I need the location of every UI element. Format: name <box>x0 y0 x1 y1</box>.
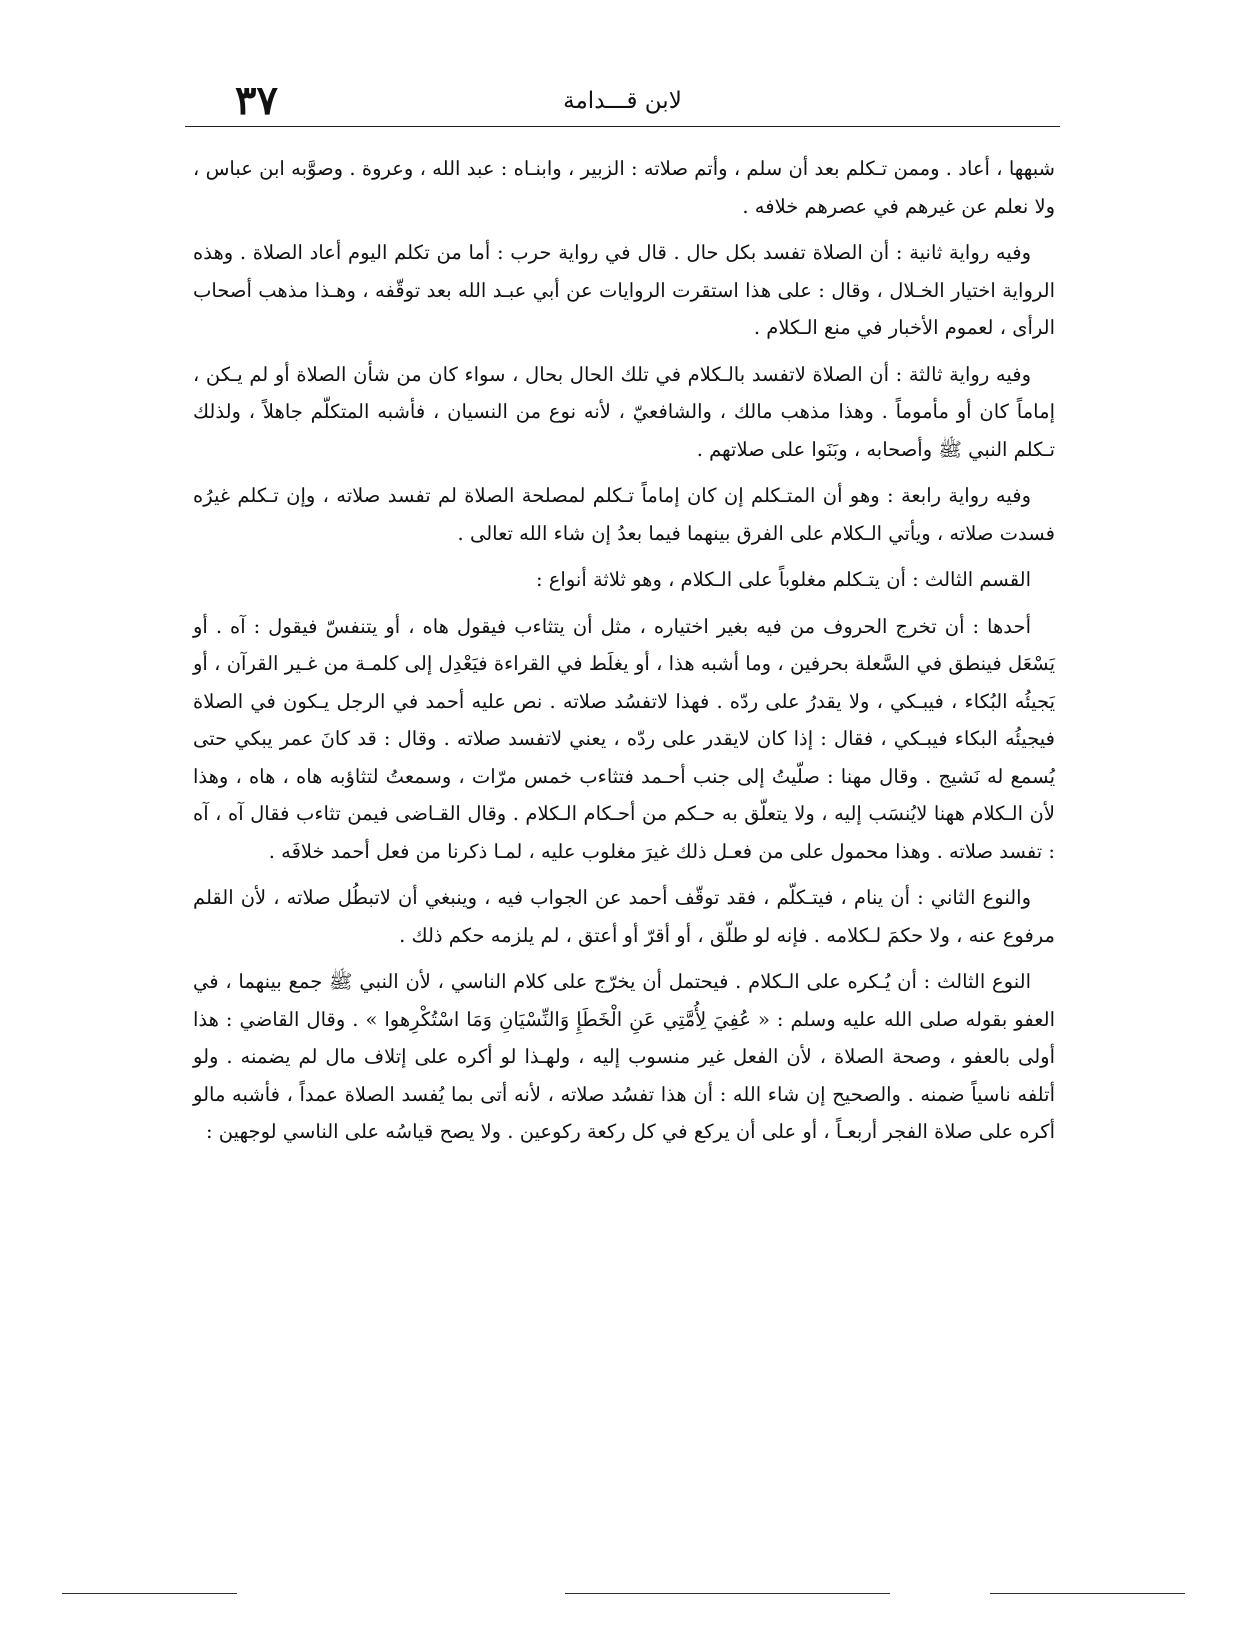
header-rule <box>185 126 1060 127</box>
paragraph: أحدها : أن تخرج الحروف من فيه بغير اختياره ، مثل أن يتثاءب فيقول هاه ، أو يتنفسّ فيقول : آه . أو يَسْعَل فينطق في السَّعلة بحرفين ، وما أشبه هذا ، أو يغلَط في القراءة فيَعْدِل إلى كلمـة من غـير القرآن ، أو يَجيئُه البُكاء ، فيبـكي ، ولا يقدرُ على ردّه . فهذا لاتفسُد صلاته . نص عليه أحمد في الرجل يـكون في الصلاة فيجيئُه البكاء فيبـكي ، فقال : إذا كان لايقدر على ردّه ، يعني لاتفسد صلاته . وقال : قد كانَ عمر يبكي حتى يُسمع له نَشيج . وقال مهنا : صلّيتُ إلى جنب أحـمد فتثاءب خمس مرّات ، وسمعتُ لتثاؤبه هاه ، هاه ، وهذا لأن الـكلام ههنا لايُنسَب إليه ، ولا يتعلّق به حـكم من أحـكام الـكلام . وقال القـاضى فيمن تثاءب فقال آه ، آه : تفسد صلاته . وهذا محمول على من فعـل ذلك غيرَ مغلوب عليه ، لمـا ذكرنا من فعل أحمد خلافَه . <box>193 614 1055 863</box>
paragraph: وفيه رواية ثالثة : أن الصلاة لاتفسد بالـكلام في تلك الحال بحال ، سواء كان من شأن الصلاة أو لم يـكن ، إماماً كان أو مأموماً . وهذا مذهب مالك ، والشافعيّ ، لأنه نوع من النسيان ، فأشبه المتكلّم جاهلاً ، ولذلك تـكلم النبي ﷺ وأصحابه ، وبَنَوا على صلاتهم . <box>193 362 1055 461</box>
paragraph: وفيه رواية رابعة : وهو أن المتـكلم إن كان إماماً تـكلم لمصلحة الصلاة لم تفسد صلاته ، وإن تـكلم غيرُه فسدت صلاته ، ويأتي الـكلام على الفرق بينهما فيما بعدُ إن شاء الله تعالى . <box>193 484 1055 545</box>
paragraph: القسم الثالث : أن يتـكلم مغلوباً على الـكلام ، وهو ثلاثة أنواع : <box>536 568 1031 591</box>
paragraph: والنوع الثاني : أن ينام ، فيتـكلّم ، فقد توقّف أحمد عن الجواب فيه ، وينبغي أن لاتبطُل صلاته ، لأن القلم مرفوع عنه ، ولا حكمَ لـكلامه . فإنه لو طلّق ، أو أقرّ أو أعتق ، لم يلزمه حكم ذلك . <box>193 886 1055 947</box>
footer-rule-center <box>565 1593 890 1594</box>
paragraph: شبهها ، أعاد . وممن تـكلم بعد أن سلم ، وأتم صلاته : الزبير ، وابنـاه : عبد الله ، وعروة . وصوَّبه ابن عباس ، ولا نعلم عن غيرهم في عصرهم خلافه . <box>193 157 1055 218</box>
paragraph: النوع الثالث : أن يُـكره على الـكلام . فيحتمل أن يخرّج على كلام الناسي ، لأن النبي ﷺ جمع بينهما ، في العفو بقوله صلى الله عليه وسلم : « عُفِيَ لِأُمَّتِي عَنِ الْخَطَإِ وَالنِّسْيَانِ وَمَا اسْتُكْرِهوا » . وقال القاضي : هذا أولى بالعفو ، وصحة الصلاة ، لأن الفعل غير منسوب إليه ، ولهـذا لو أكره على إتلاف مال لم يضمنه . ولو أتلفه ناسياً ضمنه . والصحيح إن شاء الله : أن هذا تفسُد صلاته ، لأنه أتى بما يُفسد الصلاة عمداً ، فأشبه مالو أكره على صلاة الفجر أربعـاً ، أو على أن يركع في كل ركعة ركوعين . ولا يصح قياسُه على الناسي لوجهين : <box>193 970 1055 1143</box>
page-number: ٣٧ <box>235 77 278 124</box>
body-text <box>193 150 1055 1160</box>
running-title: لابن قـــدامة <box>563 88 682 114</box>
footer-rule-right <box>990 1593 1185 1594</box>
footer-rule-left <box>62 1593 237 1594</box>
page-header <box>185 78 1060 124</box>
paragraph: وفيه رواية ثانية : أن الصلاة تفسد بكل حال . قال في رواية حرب : أما من تكلم اليوم أعاد الصلاة . وهذه الرواية اختيار الخـلال ، وقال : على هذا استقرت الروايات عن أبي عبـد الله بعد توقّفه ، وهـذا مذهب أصحاب الرأى ، لعموم الأخبار في منع الـكلام . <box>193 241 1055 339</box>
